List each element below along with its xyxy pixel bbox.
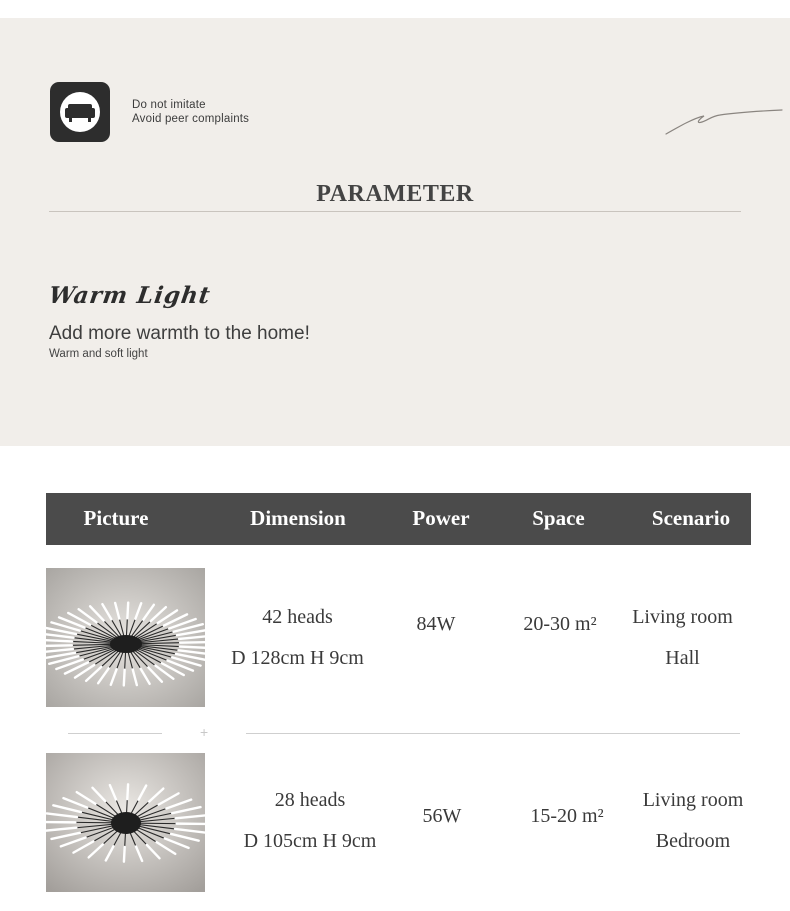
header-dimension: Dimension [250,506,346,530]
header-space: Space [532,506,585,530]
row-divider-right [246,733,740,734]
dimension-heads: 42 heads [262,606,333,628]
signature-flourish-icon [660,106,785,138]
power-value: 56W [422,805,462,827]
brand-logo [50,82,110,142]
lamp-image [46,753,205,892]
lamp-image [46,568,205,707]
product-photo-28-heads [46,753,205,892]
scenario-primary: Living room [632,606,733,628]
notice-line-2: Avoid peer complaints [132,113,250,125]
title-divider [49,211,741,212]
dimension-size: D 105cm H 9cm [243,830,377,852]
notice-line-1: Do not imitate [132,99,206,111]
product-photo-42-heads [46,568,205,707]
power-value: 84W [416,613,456,635]
dimension-heads: 28 heads [274,789,346,811]
hero-banner [0,18,790,446]
feature-subtagline: Warm and soft light [49,348,148,360]
scenario-secondary: Hall [665,647,700,669]
copyright-notice [132,98,249,126]
feature-tagline: Add more warmth to the home! [49,323,310,344]
scenario-primary: Living room [642,789,744,811]
section-title: PARAMETER [316,181,474,207]
row-divider-plus: + [200,724,209,740]
row-divider-left [68,733,162,734]
header-picture: Picture [83,506,149,530]
header-scenario: Scenario [651,506,731,530]
header-power: Power [412,506,470,530]
scenario-secondary: Bedroom [655,830,731,852]
space-value: 15-20 m² [530,805,604,827]
table-header [46,493,751,545]
space-value: 20-30 m² [523,613,597,635]
sofa-icon [50,82,110,142]
feature-title: Warm Light [47,282,213,309]
dimension-size: D 128cm H 9cm [231,647,364,669]
